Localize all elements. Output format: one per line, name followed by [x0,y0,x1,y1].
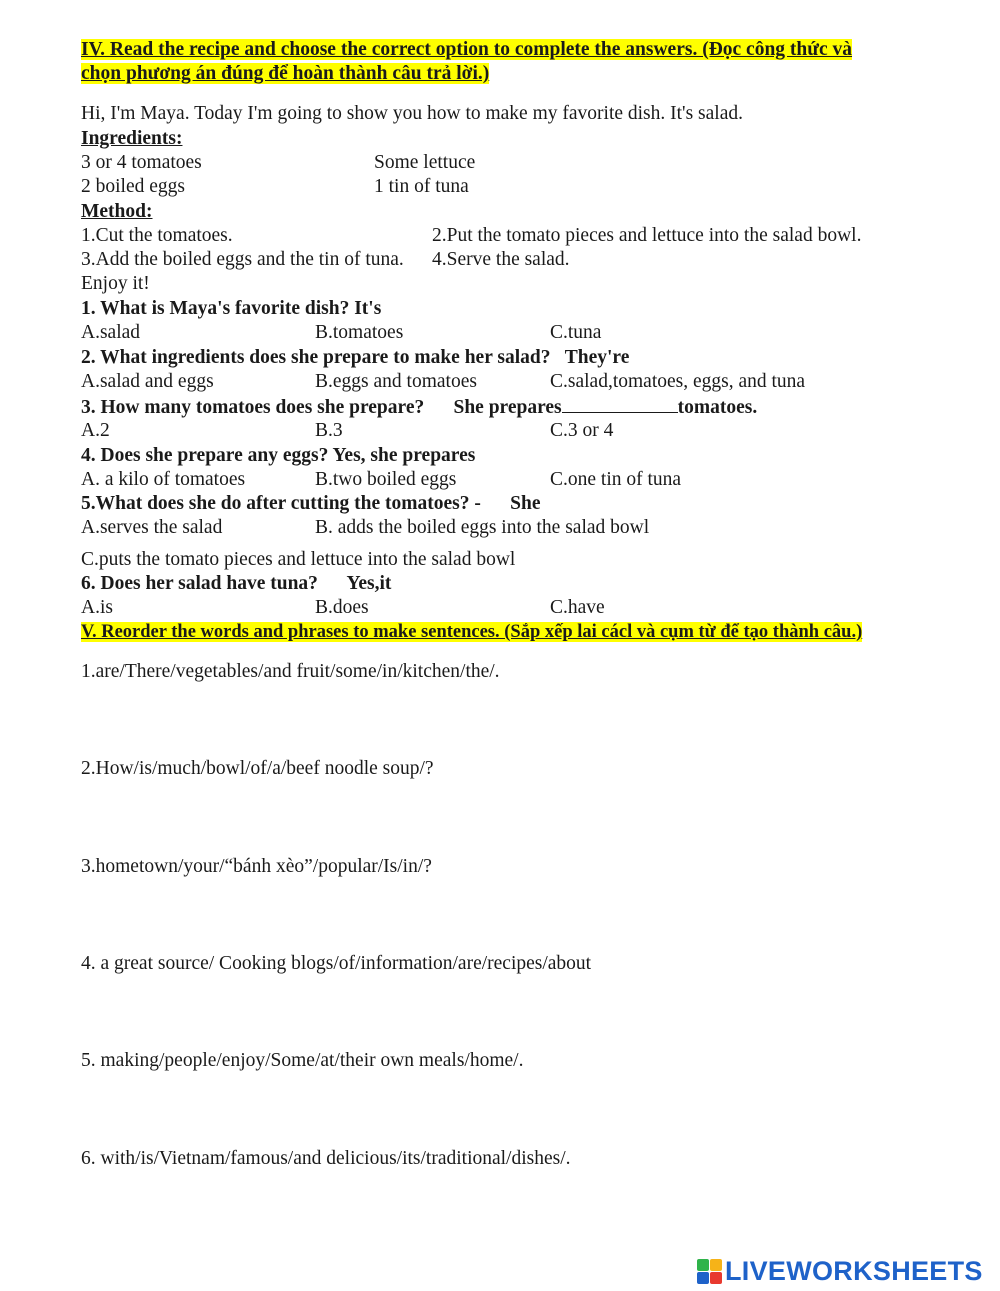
method-step: 3.Add the boiled eggs and the tin of tuna. [81,249,404,270]
ingredients-label: Ingredients: [81,128,183,149]
section5-heading: V. Reorder the words and phrases to make sentences. (Sắp xếp lai cácl và cụm từ để tạo thành câu.) [81,622,863,642]
ingredient-item: 2 boiled eggs [81,176,185,197]
reorder-item-3: 3.hometown/your/“bánh xèo”/popular/Is/in/? [81,856,432,877]
option-c[interactable]: C.tuna [550,322,602,343]
ingredient-item: 3 or 4 tomatoes [81,152,202,173]
option-a[interactable]: A.is [81,597,113,618]
reorder-item-6: 6. with/is/Vietnam/famous/and delicious/its/traditional/dishes/. [81,1148,571,1169]
option-c[interactable]: C.have [550,597,605,618]
question-5: 5.What does she do after cutting the tomatoes? - She [81,493,541,514]
reorder-item-2: 2.How/is/much/bowl/of/a/beef noodle soup/? [81,758,434,779]
option-c[interactable]: C.salad,tomatoes, eggs, and tuna [550,371,806,392]
enjoy-text: Enjoy it! [81,273,150,294]
logo-mark-icon [697,1259,722,1284]
option-b[interactable]: B.tomatoes [315,322,404,343]
method-step: 4.Serve the salad. [432,249,570,270]
reorder-item-4: 4. a great source/ Cooking blogs/of/information/are/recipes/about [81,953,592,974]
question-2: 2. What ingredients does she prepare to make her salad? They're [81,347,630,368]
option-a[interactable]: A.serves the salad [81,517,223,538]
section4-heading-line2: chọn phương án đúng để hoàn thành câu trả lời.) [81,63,490,84]
option-b[interactable]: B.two boiled eggs [315,469,457,490]
question-6: 6. Does her salad have tuna? Yes,it [81,573,392,594]
logo-text: LIVEWORKSHEETS [725,1256,983,1286]
ingredient-item: Some lettuce [374,152,476,173]
method-step: 2.Put the tomato pieces and lettuce into the salad bowl. [432,225,862,246]
option-c[interactable]: C.puts the tomato pieces and lettuce into the salad bowl [81,549,516,570]
question-4: 4. Does she prepare any eggs? Yes, she prepares [81,445,476,466]
reorder-item-5: 5. making/people/enjoy/Some/at/their own meals/home/. [81,1050,524,1071]
question-1: 1. What is Maya's favorite dish? It's [81,298,382,319]
option-c[interactable]: C.3 or 4 [550,420,614,441]
option-a[interactable]: A. a kilo of tomatoes [81,469,246,490]
option-b[interactable]: B.eggs and tomatoes [315,371,477,392]
option-a[interactable]: A.salad and eggs [81,371,214,392]
question-3: 3. How many tomatoes does she prepare? She prepares tomatoes. [81,397,758,418]
option-c[interactable]: C.one tin of tuna [550,469,682,490]
answer-blank[interactable] [562,395,678,413]
reorder-item-1: 1.are/There/vegetables/and fruit/some/in/kitchen/the/. [81,661,500,682]
ingredient-item: 1 tin of tuna [374,176,469,197]
method-label: Method: [81,201,153,222]
option-a[interactable]: A.2 [81,420,110,441]
option-b[interactable]: B.does [315,597,369,618]
liveworksheets-logo [697,1256,983,1287]
option-b[interactable]: B.3 [315,420,343,441]
method-step: 1.Cut the tomatoes. [81,225,233,246]
recipe-intro: Hi, I'm Maya. Today I'm going to show you how to make my favorite dish. It's salad. [81,103,743,124]
option-a[interactable]: A.salad [81,322,141,343]
option-b[interactable]: B. adds the boiled eggs into the salad bowl [315,517,650,538]
section4-heading-line1: IV. Read the recipe and choose the correct option to complete the answers. (Đọc công thức và [81,39,853,60]
